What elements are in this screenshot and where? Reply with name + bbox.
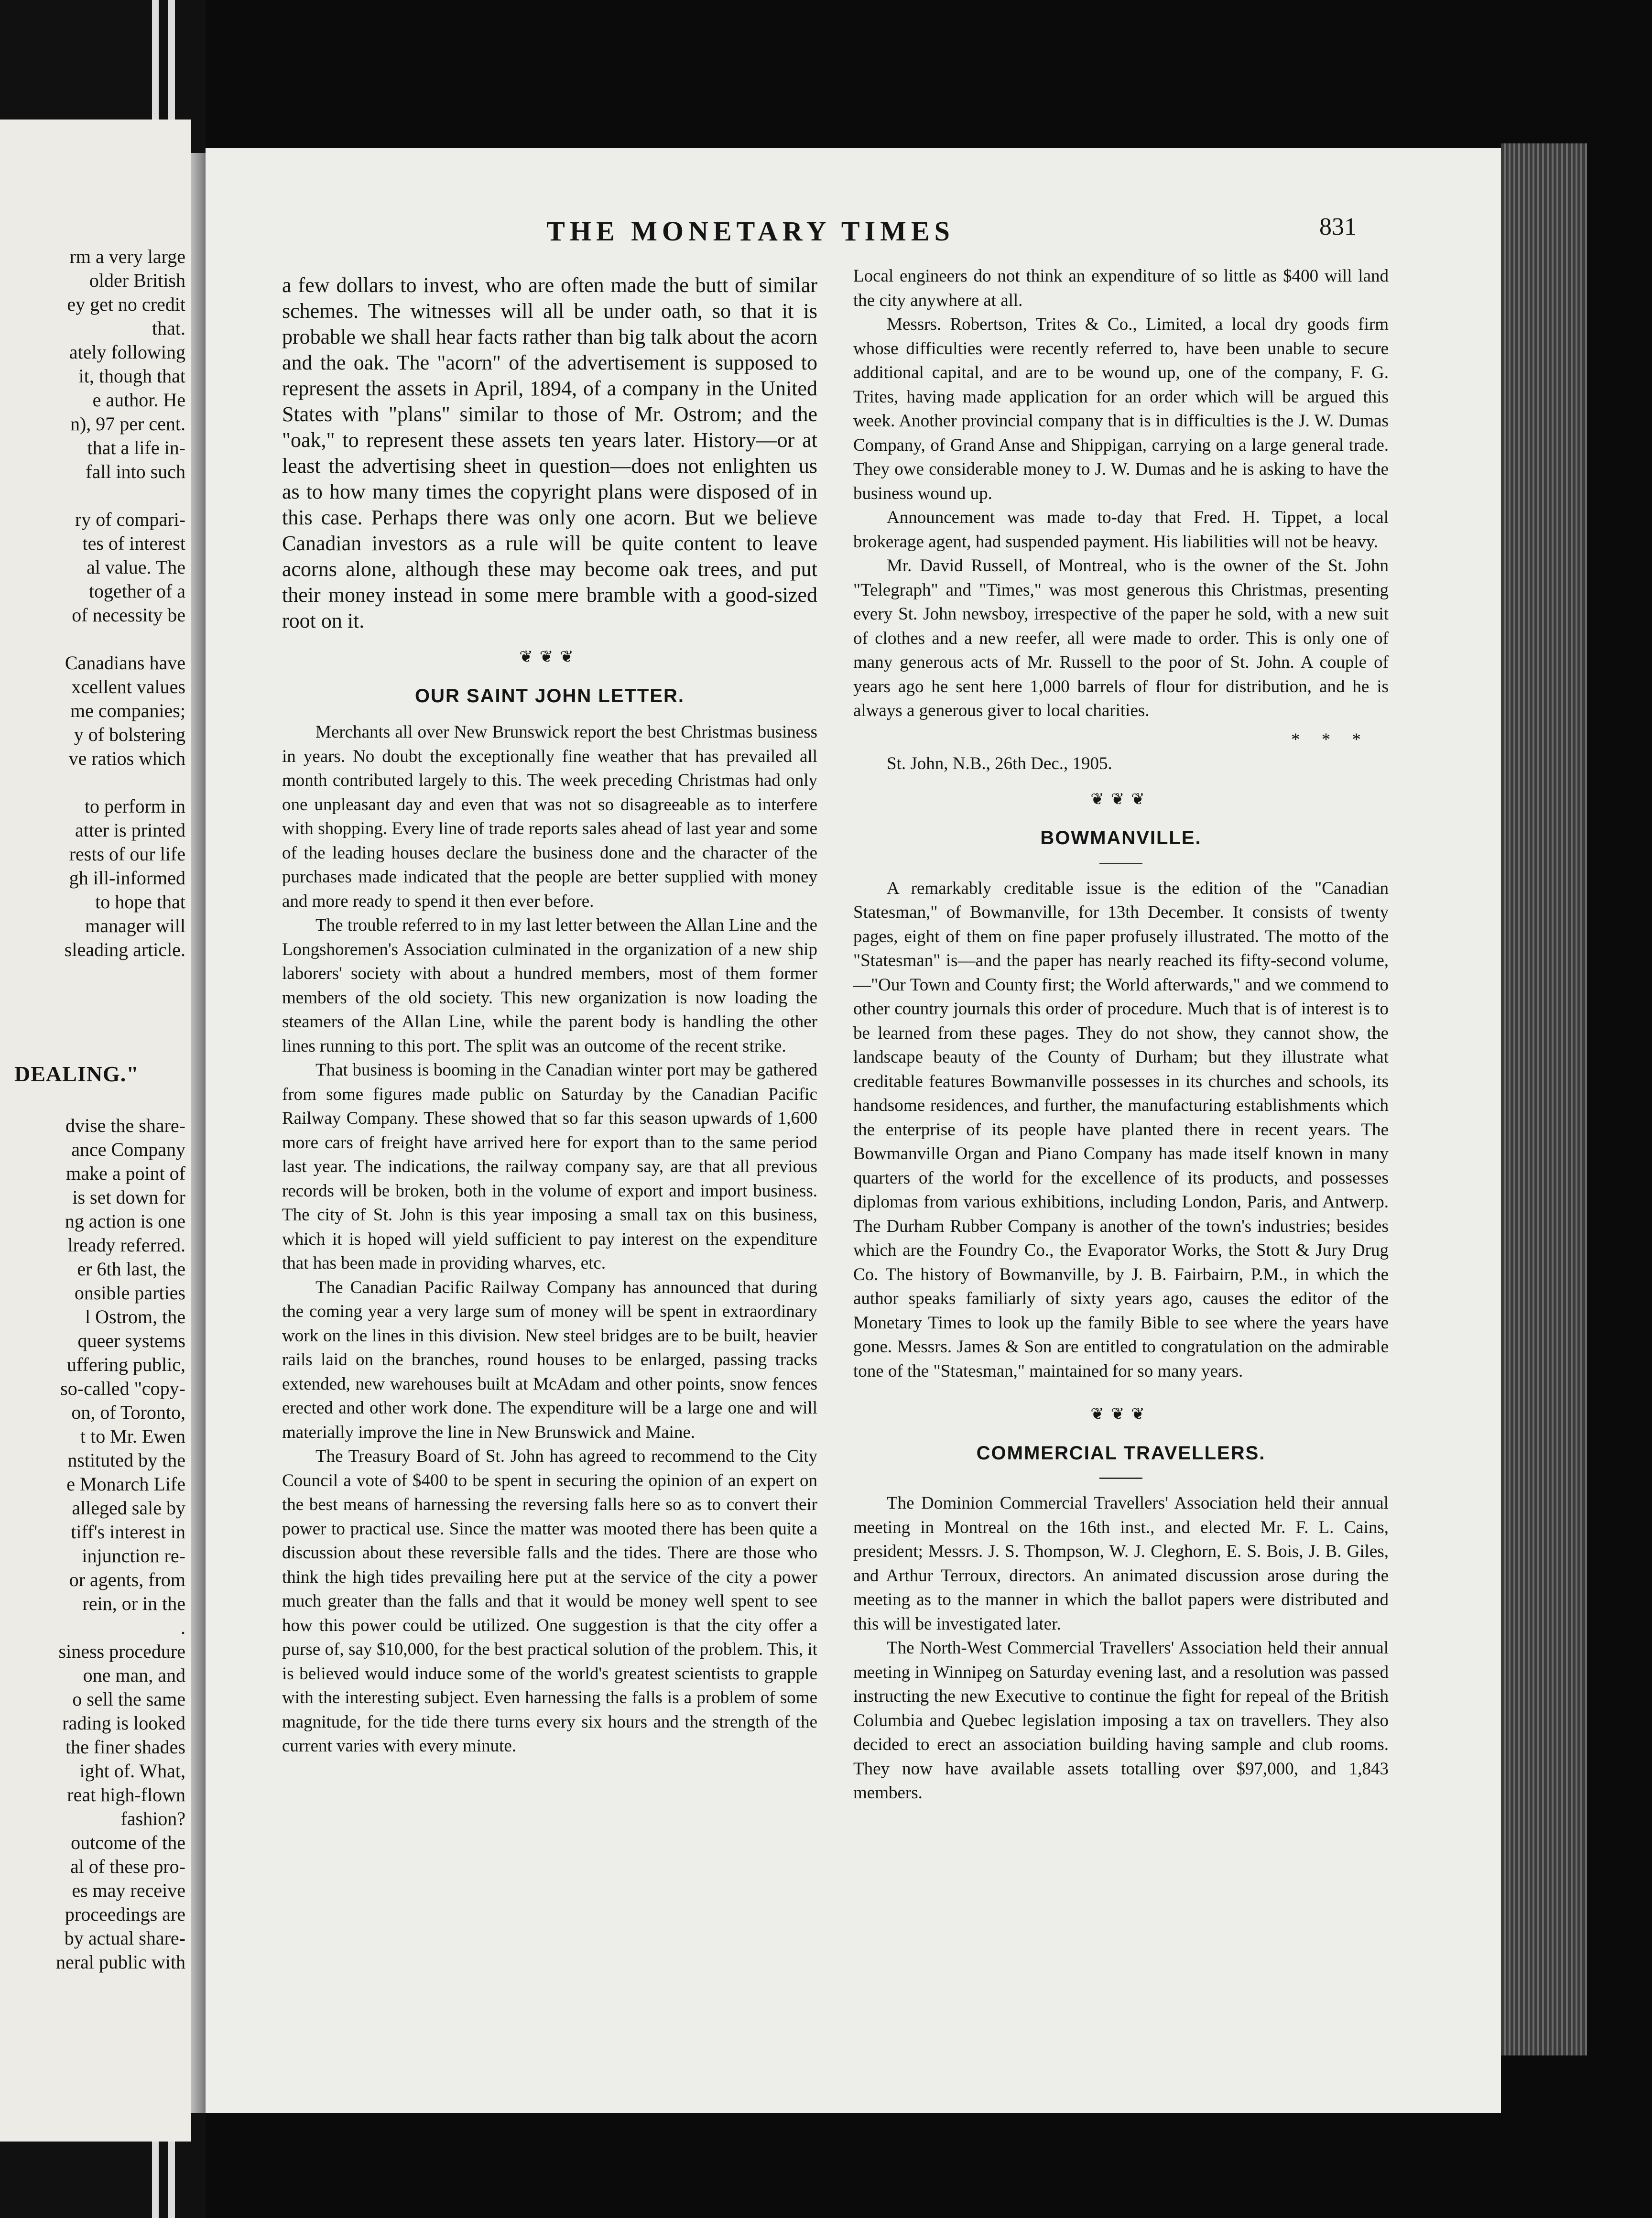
left-page-line: gh ill-informed: [69, 867, 185, 889]
left-page-line: er 6th last, the: [77, 1258, 185, 1280]
paragraph: Messrs. Robertson, Trites & Co., Limited, a local dry goods firm whose difficulties were recently referred to, have been unable to secure additional capital, and are to be wound up, one of the company, F. G. Trites, having made application for an order which will be argued this week. Another provincial company that is in difficulties is the J. W. Dumas Company, of Grand Anse and Shippigan, carrying on a large general trade. They owe considerable money to J. W. Dumas and he is asking to have the business wound up.: [853, 315, 1389, 503]
left-page-line: to perform in: [84, 795, 185, 817]
left-page-line: proceedings are: [65, 1903, 185, 1925]
ornament-divider: ❦❦❦: [1090, 1405, 1152, 1423]
left-page-line: me companies;: [70, 700, 185, 721]
paragraph: Announcement was made to-day that Fred. H. Tippet, a local brokerage agent, had suspended payment. His liabilities will not be heavy.: [853, 508, 1389, 552]
paragraph: That business is booming in the Canadian winter port may be gathered from some figures made public on Saturday by the Canadian Pacific Railway Company. These showed that so far this season upwards of 1,600 more cars of freight have arrived here for export than to the same period last year. The indications, the railway company say, are that all previous records will be broken, both in the volume of export and import business. The city of St. John is this year imposing a small tax on this business, which it is hoped will yield sufficient to pay interest on the expenditure that has been made in providing wharves, etc.: [282, 1060, 817, 1273]
left-page-line: dvise the share-: [65, 1115, 185, 1136]
left-page-line: sleading article.: [64, 939, 185, 960]
left-page-line: ance Company: [71, 1139, 185, 1160]
ornament-divider: ❦❦❦: [1090, 790, 1152, 808]
left-page-line: it, though that: [78, 365, 185, 387]
left-page-line: by actual share-: [64, 1927, 185, 1949]
left-page-line: y of bolstering: [74, 724, 185, 745]
left-page-line: so-called "copy-: [60, 1378, 185, 1399]
left-page-line: rein, or in the: [82, 1593, 185, 1614]
left-page-line: rests of our life: [69, 843, 185, 865]
dateline: St. John, N.B., 26th Dec., 1905.: [887, 754, 1112, 773]
left-page-line: al value. The: [87, 556, 185, 578]
left-page-line: of necessity be: [72, 604, 185, 626]
left-page-line: uffering public,: [66, 1354, 185, 1375]
left-page-line: ey get no credit: [67, 294, 185, 315]
running-head-title: THE MONETARY TIMES: [546, 216, 955, 247]
left-page-line: lready referred.: [67, 1234, 185, 1256]
left-page-line: one man, and: [83, 1664, 185, 1686]
ornament-divider: ❦❦❦: [519, 648, 580, 666]
left-page-line: manager will: [85, 915, 185, 936]
section-title-saint-john: OUR SAINT JOHN LETTER.: [414, 685, 685, 707]
paragraph: A remarkably creditable issue is the edition of the "Canadian Statesman," of Bowmanville, for 13th December. It consists of twenty pages, eight of them on fine paper profusely illustrated. The motto of the "Statesman" is—and the paper has nearly reached its fifty-second volume,—"Our Town and County first; the World afterwards," and we commend to other country journals this order of procedure. Much that is of interest is to be learned from these pages. They do not show, they cannot show, the landscape beauty of the County of Durham; but they illustrate what creditable features Bowmanville possesses in its churches and schools, its handsome residences, and further, the manufacturing establishments which the enterprise of its people have planted there in recent years. The Bowmanville Organ and Piano Company has made itself known in many quarters of the world for the excellence of its products, and possesses diplomas from various exhibitions, including London, Paris, and Antwerp. The Durham Rubber Company is another of the town's industries; besides which are the Foundry Co., the Evaporator Works, the Stott & Jury Drug Co. The history of Bowmanville, by J. B. Fairbairn, P.M., in which the author speaks familiarly of sixty years ago, causes the editor of the Monetary Times to look up the family Bible to see where the years have gone. Messrs. James & Son are entitled to congratulation on the admirable tone of the "Statesman," maintained for so many years.: [853, 878, 1389, 1381]
left-page-line: that.: [152, 317, 185, 339]
left-page-line: fashion?: [120, 1808, 185, 1829]
left-page-line: on, of Toronto,: [71, 1402, 185, 1423]
left-page-line: or agents, from: [69, 1569, 185, 1590]
left-page-line: al of these pro-: [70, 1856, 185, 1877]
left-page-line: o sell the same: [72, 1688, 185, 1710]
left-page-line: ve ratios which: [68, 748, 185, 769]
left-page-line: older British: [89, 270, 185, 291]
paragraph: Local engineers do not think an expenditure of so little as $400 will land the city anywhere at all.: [853, 266, 1389, 310]
left-page-line: tiff's interest in: [71, 1521, 185, 1543]
stars-divider: * * *: [1291, 729, 1369, 750]
left-page-line: e Monarch Life: [66, 1473, 185, 1495]
left-page-line: [4, 627, 185, 651]
left-page-line: [4, 484, 185, 508]
left-page-line: xcellent values: [71, 676, 185, 697]
left-page-line: ng action is one: [65, 1210, 185, 1232]
left-page-line: .: [181, 1617, 185, 1638]
left-page-line: ight of. What,: [79, 1760, 185, 1782]
left-page: [0, 120, 191, 2142]
left-page-line: es may receive: [72, 1880, 185, 1901]
left-page-line: ately following: [69, 341, 185, 363]
left-page-line: alleged sale by: [72, 1497, 185, 1519]
paragraph: Mr. David Russell, of Montreal, who is the owner of the St. John "Telegraph" and "Times," was most generous this Christmas, presenting every St. John newsboy, irrespective of the paper he sold, with a new suit of clothes and a new reefer, all were made to order. This is only one of many generous acts of Mr. Russell to the poor of St. John. A couple of years ago he sent here 1,000 barrels of flour for distribution, and he is always a generous giver to local charities.: [853, 556, 1389, 720]
left-page-line: that a life in-: [87, 437, 185, 458]
left-page-line: make a point of: [66, 1163, 185, 1184]
left-page-line: together of a: [88, 580, 185, 602]
left-page-line: atter is printed: [75, 819, 185, 841]
title-rule: [1099, 863, 1142, 864]
left-page-line: ry of compari-: [75, 509, 185, 530]
left-page-text-bottom: [4, 1114, 185, 1974]
left-page-line: nstituted by the: [67, 1449, 185, 1471]
left-page-line: siness procedure: [58, 1641, 185, 1662]
left-page-line: outcome of the: [71, 1832, 185, 1853]
left-page-line: reat high-flown: [67, 1784, 185, 1805]
left-page-line: injunction re-: [82, 1545, 185, 1566]
left-page-line: e author. He: [92, 389, 185, 411]
paragraph: The Dominion Commercial Travellers' Association held their annual meeting in Montreal on the 16th inst., and elected Mr. F. L. Cains, president; Messrs. J. S. Thompson, W. J. Cleghorn, E. S. Bois, J. B. Giles, and Arthur Terroux, directors. An animated discussion arose during the meeting as to the manner in which the ballot papers were distributed and this will be investigated later.: [853, 1493, 1389, 1634]
page-edges: [1501, 143, 1587, 2055]
paragraph: The Canadian Pacific Railway Company has announced that during the coming year a very large sum of money will be spent in extraordinary work on the lines in this division. New steel bridges are to be built, heavier rails laid on the branches, round houses to be enlarged, passing tracks extended, new warehouses built at McAdam and other points, snow fences erected and other work done. The expenditure will be a large one and will materially improve the line in New Brunswick and Maine.: [282, 1277, 817, 1442]
section-title-bowmanville: BOWMANVILLE.: [1040, 827, 1202, 848]
left-page-line: to hope that: [95, 891, 185, 913]
column-left: [282, 272, 817, 1759]
page-number: 831: [1319, 213, 1357, 240]
left-page-line: neral public with: [55, 1951, 185, 1973]
paragraph: The trouble referred to in my last letter between the Allan Line and the Longshoremen's Association culminated in the organization of a new ship laborers' society with about a hundred members, most of them former members of the old society. This new organization is now loading the steamers of the Allan Line, while the parent body is handling the other lines running to this port. The split was an outcome of the recent strike.: [282, 915, 817, 1056]
left-page-line: tes of interest: [82, 533, 185, 554]
column-right: [853, 264, 1389, 1805]
left-page-line: onsible parties: [74, 1282, 185, 1304]
left-page-line: fall into such: [86, 461, 185, 482]
left-page-heading: DEALING.": [14, 1062, 139, 1086]
left-page-line: t to Mr. Ewen: [80, 1425, 185, 1447]
paragraph: The Treasury Board of St. John has agreed to recommend to the City Council a vote of $400 to be spent in securing the opinion of an expert on the best means of harnessing the reversing falls here so as to convert their power to practical use. Since the matter was mooted there has been quite a discussion about these reversible falls and the tides. There are those who think the high tides prevailing here put at the service of the city a power much greater than the falls and that it would be money well spent to see how this power could be utilized. One suggestion is that the city offer a purse of, say $10,000, for the best practical solution of the problem. This, it is believed would induce some of the world's greatest scientists to grapple with the interesting subject. Even harnessing the falls is a problem of some magnitude, for the tide there turns every six hours and the strength of the current varies with every minute.: [282, 1446, 817, 1756]
paragraph: Merchants all over New Brunswick report the best Christmas business in years. No doubt the exceptionally fine weather that has prevailed all month contributed largely to this. The week preceding Christmas had only one unpleasant day and even that was not so disagreeable as to interfere with shopping. Every line of trade reports sales ahead of last year and some of the leading houses declare the business done and the character of the purchases made indicated that the people are better supplied with money and more ready to spend it then ever before.: [282, 722, 817, 911]
left-page-line: queer systems: [77, 1330, 185, 1351]
left-page-line: Canadians have: [65, 652, 185, 674]
left-page-line: rading is looked: [62, 1712, 185, 1734]
title-rule: [1099, 1478, 1142, 1479]
left-page-text-top: [4, 245, 185, 962]
left-page-line: l Ostrom, the: [85, 1306, 185, 1327]
lead-paragraph: a few dollars to invest, who are often made the butt of similar schemes. The witnesses will all be under oath, so that it is probable we shall hear facts rather than big talk about the acorn and the oak. The "acorn" of the advertisement is supposed to represent the assets in April, 1894, of a company in the United States with "plans" similar to those of Mr. Ostrom; and the "oak," to represent these assets ten years later. History—or at least the advertising sheet in question—does not enlighten us as to how many times the copyright plans were disposed of in this case. Perhaps there was only one acorn. But we believe Canadian investors as a rule will be quite content to leave acorns alone, although these may become oak trees, and put their money instead in some mere bramble with a good-sized root on it.: [282, 273, 817, 632]
section-title-commercial-travellers: COMMERCIAL TRAVELLERS.: [976, 1442, 1266, 1464]
left-page-line: the finer shades: [65, 1736, 185, 1758]
left-page-line: [4, 771, 185, 794]
left-page-line: is set down for: [72, 1186, 185, 1208]
left-page-line: rm a very large: [69, 246, 185, 267]
paragraph: The North-West Commercial Travellers' Association held their annual meeting in Winnipeg on Saturday evening last, and a resolution was passed instructing the new Executive to continue the fight for repeal of the British Columbia and Quebec legislation imposing a tax on travellers. They also decided to erect an association building having sample and club rooms. They now have available assets totalling over $97,000, and 1,843 members.: [853, 1638, 1389, 1803]
left-page-line: n), 97 per cent.: [70, 413, 185, 435]
